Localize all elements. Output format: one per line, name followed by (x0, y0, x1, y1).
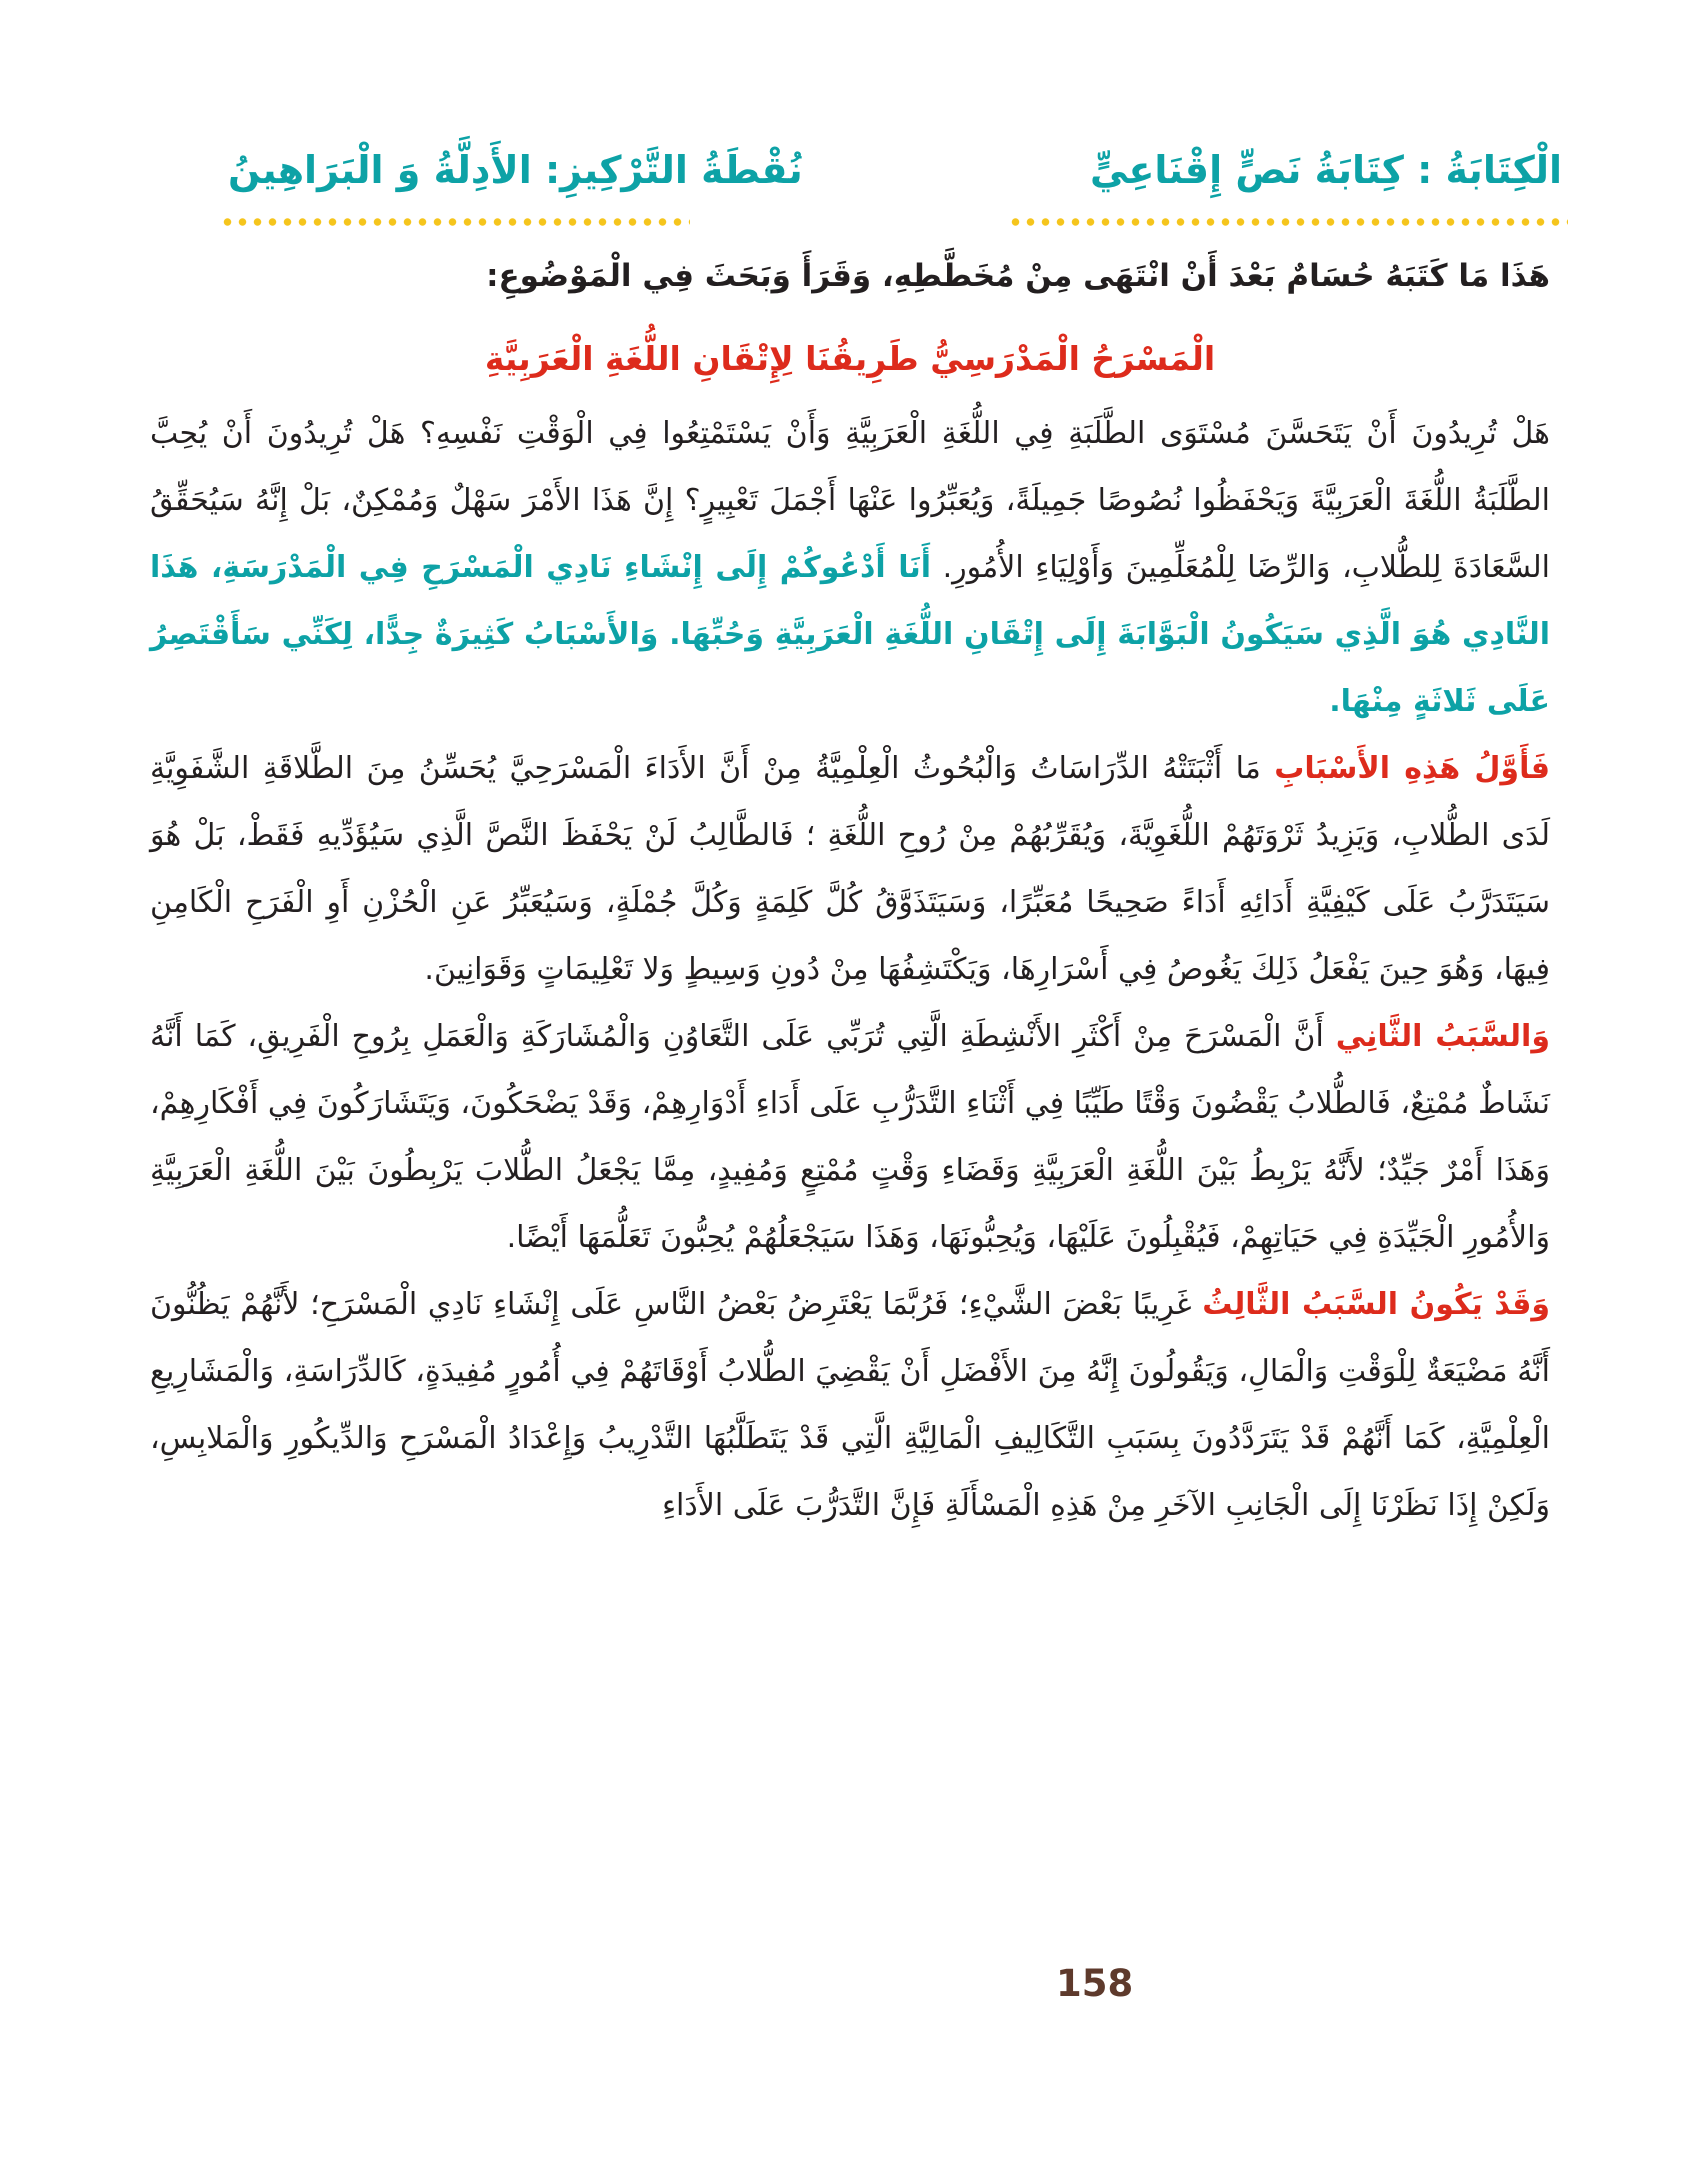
text-segment: مَا أَثْبَتَتْهُ الدِّرَاسَاتُ وَالْبُحُوثُ الْعِلْمِيَّةُ مِنْ أَنَّ الأَدَاءَ الْمَسْرَحِيَّ يُحَسِّنُ مِنَ الطَّلاقَةِ الشَّفَوِيَّةِ لَدَى الطُّلابِ، وَيَزِيدُ ثَرْوَتَهُمْ اللُّغَوِيَّةَ، وَيُقَرِّبُهُمْ مِنْ رُوحِ اللُّغَةِ ؛ فَالطَّالِبُ لَنْ يَحْفَظَ النَّصَّ الَّذِي سَيُؤَدِّيهِ فَقَطْ، بَلْ هُوَ سَيَتَدَرَّبُ عَلَى كَيْفِيَّةِ أَدَائِهِ أَدَاءً صَحِيحًا مُعَبِّرًا، وَسَيَتَذَوَّقُ كُلَّ كَلِمَةٍ وَكُلَّ جُمْلَةٍ، وَسَيُعَبِّرُ عَنِ الْحُزْنِ أَوِ الْفَرَحِ الْكَامِنِ فِيهَا، وَهُوَ حِينَ يَفْعَلُ ذَلِكَ يَغُوصُ فِي أَسْرَارِهَا، وَيَكْتَشِفُهَا مِنْ دُونِ وَسِيطٍ وَلا تَعْلِيمَاتٍ وَقَوَانِينَ. (150, 751, 1550, 987)
dotted-underline-left (220, 216, 690, 228)
essay-paragraphs (150, 400, 1550, 1539)
intro-line: هَذَا مَا كَتَبَهُ حُسَامٌ بَعْدَ أَنْ انْتَهَى مِنْ مُخَطَّطِهِ، وَقَرَأَ وَبَحَثَ فِي الْمَوْضُوعِ: (486, 258, 1550, 294)
text-segment: هَلْ تُرِيدُونَ أَنْ يَتَحَسَّنَ مُسْتَوَى الطَّلَبَةِ فِي اللُّغَةِ الْعَرَبِيَّةِ وَأَنْ يَسْتَمْتِعُوا فِي الْوَقْتِ نَفْسِهِ؟ هَلْ تُرِيدُونَ أَنْ يُحِبَّ الطَّلَبَةُ اللُّغَةَ الْعَرَبِيَّةَ وَيَحْفَظُوا نُصُوصًا جَمِيلَةً، وَيُعَبِّرُوا عَنْهَا أَجْمَلَ تَعْبِيرٍ؟ إِنَّ هَذَا الأَمْرَ سَهْلٌ وَمُمْكِنٌ، بَلْ إِنَّهُ سَيُحَقِّقُ السَّعَادَةَ لِلطُّلابِ، وَالرِّضَا لِلْمُعَلِّمِينَ وَأَوْلِيَاءِ الأُمُورِ. (150, 416, 1551, 585)
dotted-underline-right (1008, 216, 1568, 228)
text-segment: وَقَدْ يَكُونُ السَّبَبُ الثَّالِثُ (1202, 1287, 1550, 1322)
essay-paragraph (150, 1271, 1550, 1539)
essay-title: الْمَسْرَحُ الْمَدْرَسِيُّ طَرِيقُنَا لِإِتْقَانِ اللُّغَةِ الْعَرَبِيَّةِ (484, 339, 1216, 378)
essay-paragraph (150, 735, 1550, 1003)
essay (150, 330, 1550, 1539)
essay-paragraph (150, 1003, 1550, 1271)
focus-point-title: نُقْطَةُ التَّرْكِيزِ: الأَدِلَّةُ وَ الْبَرَاهِينُ (228, 148, 803, 192)
text-segment: وَالسَّبَبُ الثَّانِي (1335, 1019, 1550, 1054)
text-segment: أَنَّ الْمَسْرَحَ مِنْ أَكْثَرِ الأَنْشِطَةِ الَّتِي تُرَبِّي عَلَى التَّعَاوُنِ وَالْمُشَارَكَةِ وَالْعَمَلِ بِرُوحِ الْفَرِيقِ، كَمَا أَنَّهُ نَشَاطٌ مُمْتِعٌ، فَالطُّلابُ يَقْضُونَ وَقْتًا طَيِّبًا فِي أَثْنَاءِ التَّدَرُّبِ عَلَى أَدَاءِ أَدْوَارِهِمْ، وَقَدْ يَضْحَكُونَ، وَيَتَشَارَكُونَ فِي أَفْكَارِهِمْ، وَهَذَا أَمْرٌ جَيِّدٌ؛ لأَنَّهُ يَرْبِطُ بَيْنَ اللُّغَةِ الْعَرَبِيَّةِ وَقَضَاءِ وَقْتٍ مُمْتِعٍ وَمُفِيدٍ، مِمَّا يَجْعَلُ الطُّلابَ يَرْبِطُونَ بَيْنَ اللُّغَةِ الْعَرَبِيَّةِ وَالأُمُورِ الْجَيِّدَةِ فِي حَيَاتِهِمْ، فَيُقْبِلُونَ عَلَيْهَا، وَيُحِبُّونَهَا، وَهَذَا سَيَجْعَلُهُمْ يُحِبُّونَ تَعَلُّمَهَا أَيْضًا. (150, 1019, 1550, 1255)
page-number: 158 (1056, 1962, 1134, 2005)
essay-paragraph (150, 400, 1550, 735)
text-segment: فَأَوَّلُ هَذِهِ الأَسْبَابِ (1274, 751, 1550, 786)
lesson-title: الْكِتَابَةُ : كِتَابَةُ نَصٍّ إِقْنَاعِيٍّ (1090, 148, 1562, 192)
text-segment: غَرِيبًا بَعْضَ الشَّيْءِ؛ فَرُبَّمَا يَعْتَرِضُ بَعْضُ النَّاسِ عَلَى إِنْشَاءِ نَادِي الْمَسْرَحِ؛ لأَنَّهُمْ يَظُنُّونَ أَنَّهُ مَضْيَعَةٌ لِلْوَقْتِ وَالْمَالِ، وَيَقُولُونَ إِنَّهُ مِنَ الأَفْضَلِ أَنْ يَقْضِيَ الطُّلابُ أَوْقَاتَهُمْ فِي أُمُورٍ مُفِيدَةٍ، كَالدِّرَاسَةِ، وَالْمَشَارِيعِ الْعِلْمِيَّةِ، كَمَا أَنَّهُمْ قَدْ يَتَرَدَّدُونَ بِسَبَبِ التَّكَالِيفِ الْمَالِيَّةِ الَّتِي قَدْ يَتَطَلَّبُهَا التَّدْرِيبُ وَإِعْدَادُ الْمَسْرَحِ وَالدِّيكُورِ وَالْمَلابِسِ، وَلَكِنْ إِذَا نَظَرْنَا إِلَى الْجَانِبِ الآخَرِ مِنْ هَذِهِ الْمَسْأَلَةِ فَإِنَّ التَّدَرُّبَ عَلَى الأَدَاءِ (150, 1287, 1550, 1523)
text-segment: أَنَا أَدْعُوكُمْ إِلَى إِنْشَاءِ نَادِي الْمَسْرَحِ فِي الْمَدْرَسَةِ، هَذَا النَّادِي هُوَ الَّذِي سَيَكُونُ الْبَوَّابَةَ إِلَى إِتْقَانِ اللُّغَةِ الْعَرَبِيَّةِ وَحُبِّهَا. وَالأَسْبَابُ كَثِيرَةٌ جِدًّا، لِكَنِّي سَأَقْتَصِرُ عَلَى ثَلاثَةٍ مِنْهَا. (150, 550, 1550, 719)
